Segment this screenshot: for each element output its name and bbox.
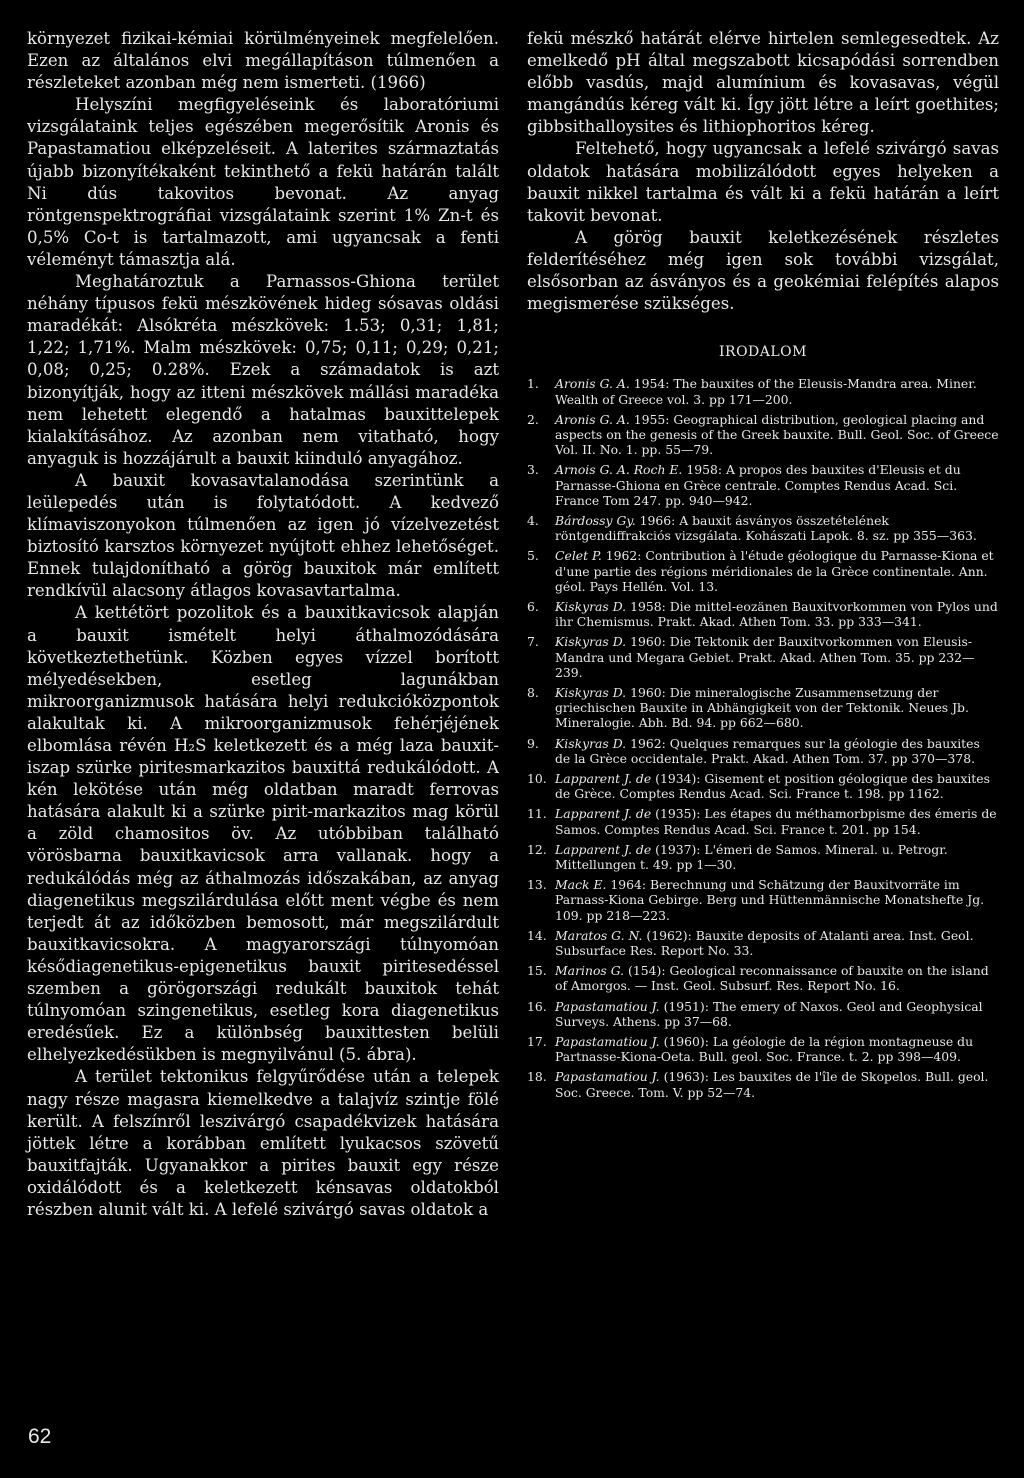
reference-number: 14. — [527, 927, 547, 943]
reference-author: Celet P. — [555, 548, 602, 564]
paragraph: A kettétört pozolitok és a bauxitkavicsok alapján a bauxit ismételt helyi áthalmozódására következtethetünk. Közben egyes vízzel borított mélyedésekben, esetleg lagunákban mikroorganizmusok hatására helyi redukcióközpontok alakultak ki. A mikroorganizmusok fehérjéjének elbomlása révén H₂S keletkezett és a még laza bauxit-iszap szürke piritesmarkazitos bauxittá redukálódott. A kén lekötése után még oldatban maradt ferrovas hatására alakult ki a szürke pirit-markazitos mag körül a zöld chamositos öv. Az utóbbiban található vörösbarna bauxitkavicsok arra vallanak. hogy a redukálódás még az áthalmozás időszakában, az anyag diagenetikus megszilárdulása előtt ment végbe és nem terjedt át az időközben bemosott, már megszilárdult bauxitkavicsokra. A magyarországi túlnyomóan késődiagenetikus-epigenetikus bauxit piritesedéssel szemben a görögországi redukált bauxitok tehát túlnyomóan szingenetikus, esetleg kora diagenetikus eredésűek. Ez a különbség bauxittesten belüli elhelyezkedésükben is megnyilvánul (5. ábra). — [27, 603, 499, 1065]
reference-item — [527, 1034, 999, 1064]
reference-author: Aronis G. A. — [555, 411, 630, 427]
reference-number: 7. — [527, 634, 539, 650]
reference-item — [527, 999, 999, 1029]
reference-author: Aronis G. A. — [555, 376, 630, 392]
paragraph: Feltehető, hogy ugyancsak a lefelé szivárgó savas oldatok hatására mobilizálódott egyes helyeken a bauxit nikkel tartalma és vált ki a fekü határán a leírt takovit bevonat. — [527, 139, 999, 225]
reference-number: 13. — [527, 877, 547, 893]
reference-number: 5. — [527, 548, 539, 564]
reference-text: (1937): L'émeri de Samos. Mineral. u. Petrogr. Mittellungen t. 49. pp 1—30. — [555, 841, 948, 872]
reference-author: Papastamatiou J. — [555, 998, 660, 1014]
reference-number: 9. — [527, 735, 539, 751]
reference-author: Lapparent J. de — [555, 841, 652, 857]
reference-item — [527, 806, 999, 836]
reference-number: 11. — [527, 806, 547, 822]
paragraph: A görög bauxit keletkezésének részletes felderítéséhez még igen sok további vizsgálat, elsősorban az ásványos és a geokémiai felépítés alapos megismerése szükséges. — [527, 227, 999, 314]
reference-text: 1960: Die Tektonik der Bauxitvorkommen von Eleusis-Mandra und Megara Gebiet. Prakt. Akad. Athen Tom. 35. pp 232—239. — [555, 634, 975, 680]
reference-item — [527, 513, 999, 543]
reference-text: (1960): La géologie de la région montagneuse du Partnasse-Kiona-Oeta. Bull. geol. Soc. France. t. 2. pp 398—409. — [555, 1034, 974, 1065]
reference-number: 17. — [527, 1034, 547, 1050]
reference-author: Papastamatiou J. — [555, 1069, 660, 1085]
paragraph: Helyszíni megfigyeléseink és laboratóriumi vizsgálataink teljes egészében megerősítik Aronis és Papastamatiou elképzeléseit. A laterites származtatás újabb bizonyítékaként tekinthető a fekü határán talált Ni dús takovitos bevonat. Az anyag röntgenspektrográfiai vizsgálataink szerint 1% Zn-t és 0,5% Co-t is tartalmazott, ami ugyancsak a fenti véleményt támasztja alá. — [27, 95, 499, 269]
reference-text: 1964: Berechnung und Schätzung der Bauxitvorräte im Parnass-Kiona Gebirge. Berg und Hüttenmännische Monatshefte Jg. 109. pp 218—223. — [555, 877, 985, 923]
reference-author: Maratos G. N. — [555, 927, 643, 943]
reference-text: 1958: Die mittel-eozänen Bauxitvorkommen von Pylos und ihr Chemismus. Prakt. Akad. Athen Tom. 33. pp 333—341. — [555, 598, 998, 630]
reference-text: 1960: Die mineralogische Zusammensetzung der griechischen Bauxite in Abhängigkeit von der Tektonik. Neues Jb. Mineralogie. Abh. Bd. 94. pp 662—680. — [555, 684, 969, 731]
reference-number: 15. — [527, 963, 547, 979]
reference-text: 1955: Geographical distribution, geological placing and aspects on the genesis of the Greek bauxite. Bull. Geol. Soc. of Greece Vol. II. No. 1. pp. 55—79. — [555, 411, 999, 458]
reference-item — [527, 634, 999, 680]
reference-author: Mack E. — [555, 877, 607, 893]
reference-author: Lapparent J. de — [555, 770, 652, 786]
paragraph: A terület tektonikus felgyűrődése után a telepek nagy része magasra kiemelkedve a talajvíz szintje fölé került. A felszínről leszivárgó csapadékvizek hatására jöttek létre a korábban említett lyukacsos szövetű bauxitfajták. Ugyanakkor a pirites bauxit egy része oxidálódott és a keletkezett kénsavas oldatokból részben alunit vált ki. A lefelé szivárgó savas oldatok a — [27, 1067, 499, 1219]
reference-author: Marinos G. — [555, 963, 625, 979]
reference-text: (1951): The emery of Naxos. Geol and Geophysical Surveys. Athens. pp 37—68. — [555, 998, 983, 1029]
reference-item — [527, 412, 999, 458]
reference-item — [527, 548, 999, 594]
reference-text: 1962: Quelques remarques sur la géologie des bauxites de la Grèce occidentale. Prakt. Akad. Athen Tom. 37. pp 370—378. — [555, 735, 980, 766]
reference-item — [527, 736, 999, 766]
reference-number: 12. — [527, 841, 547, 857]
left-column — [27, 28, 499, 1221]
reference-text: (1934): Gisement et position géologique des bauxites de Grèce. Comptes Rendus Acad. Sci. France t. 198. pp 1162. — [555, 770, 990, 802]
reference-number: 2. — [527, 411, 539, 427]
reference-number: 4. — [527, 512, 539, 528]
reference-number: 16. — [527, 998, 547, 1014]
reference-text: (154): Geological reconnaissance of bauxite on the island of Amorgos. — Inst. Geol. Subsurf. Res. Report No. 16. — [555, 963, 989, 994]
reference-author: Kiskyras D. — [555, 598, 627, 614]
reference-number: 18. — [527, 1069, 547, 1085]
reference-text: 1962: Contribution à l'étude géologique du Parnasse-Kiona et d'une partie des régions méridionales de la Grèce continentale. Ann. géol. Pays Hellén. Vol. 13. — [555, 548, 994, 594]
reference-author: Kiskyras D. — [555, 684, 627, 700]
reference-item — [527, 1069, 999, 1099]
reference-text: 1958: A propos des bauxites d'Eleusis et du Parnasse-Ghiona en Grèce centrale. Comptes Rendus Acad. Sci. France Tom 247. pp. 940—942. — [555, 462, 961, 508]
reference-author: Lapparent J. de — [555, 806, 652, 822]
reference-item — [527, 963, 999, 993]
reference-author: Papastamatiou J. — [555, 1034, 660, 1050]
reference-number: 1. — [527, 376, 539, 392]
reference-item — [527, 462, 999, 508]
paragraph: A bauxit kovasavtalanodása szerintünk a leülepedés után is folytatódott. A kedvező klímaviszonyokon túlmenően az igen jó vízelvezetést biztosító karsztos környezet nyújtott ehhez lehetőséget. Ennek tulajdonítható a görög bauxitok már említett rendkívül alacsony átlagos kovasavtartalma. — [27, 470, 499, 601]
references-heading: IRODALOM — [719, 344, 807, 361]
paragraph: Meghatároztuk a Parnassos-Ghiona terület néhány típusos fekü mészkövének hideg sósavas oldási maradékát: Alsókréta mészkövek: 1.53; 0,31; 1,81; 1,22; 1,71%. Malm mészkövek: 0,75; 0,11; 0,29; 0,21; 0,08; 0,25; 0.28%. Ezek a számadatok is azt bizonyítják, hogy az itteni mészkövek mállási maradéka nem lehetett elegendő a hatalmas bauxittelepek kialakításához. Az azonban nem vitatható, hogy anyaguk is hozzájárult a bauxit kiinduló anyagához. — [27, 272, 499, 468]
reference-number: 6. — [527, 598, 539, 614]
page-number: 62 — [28, 1425, 52, 1448]
reference-item — [527, 842, 999, 872]
reference-item — [527, 599, 999, 629]
right-column — [527, 28, 999, 1105]
reference-number: 8. — [527, 684, 539, 700]
reference-number: 10. — [527, 770, 547, 786]
reference-item — [527, 771, 999, 801]
reference-item — [527, 685, 999, 731]
reference-item — [527, 376, 999, 406]
reference-author: Kiskyras D. — [555, 634, 627, 650]
paragraph: környezet fizikai-kémiai körülményeinek megfelelően. Ezen az általános elvi megállapításon túlmenően a részleteket azonban még nem ismerteti. (1966) — [27, 29, 499, 93]
reference-author: Kiskyras D. — [555, 735, 627, 751]
reference-text: 1966: A bauxit ásványos összetételének röntgendiffrakciós vizsgálata. Kohászati Lapok. 8. sz. pp 355—363. — [555, 512, 977, 544]
reference-list — [527, 376, 999, 1100]
reference-text: 1954: The bauxites of the Eleusis-Mandra area. Miner. Wealth of Greece vol. 3. pp 171—200. — [555, 376, 977, 407]
reference-text: (1962): Bauxite deposits of Atalanti area. Inst. Geol. Subsurface Res. Report No. 33. — [555, 927, 974, 959]
reference-number: 3. — [527, 462, 539, 478]
reference-item — [527, 877, 999, 923]
reference-item — [527, 928, 999, 958]
reference-text: (1935): Les étapes du méthamorbpisme des émeris de Samos. Comptes Rendus Acad. Sci. France t. 201. pp 154. — [555, 806, 997, 837]
reference-author: Bárdossy Gy. — [555, 512, 636, 528]
reference-text: (1963): Les bauxites de l'île de Skopelos. Bull. geol. Soc. Greece. Tom. V. pp 52—74. — [555, 1069, 989, 1100]
reference-author: Arnois G. A. Roch E. — [555, 462, 683, 478]
paragraph: fekü mészkő határát elérve hirtelen semlegesedtek. Az emelkedő pH által megszabott kicsapódási sorrendben előbb vasdús, majd alumínium és kovasavas, végül mangándús kéreg vált ki. Így jött létre a leírt goethites; gibbsithalloysites és lithiophoritos kéreg. — [527, 29, 999, 137]
